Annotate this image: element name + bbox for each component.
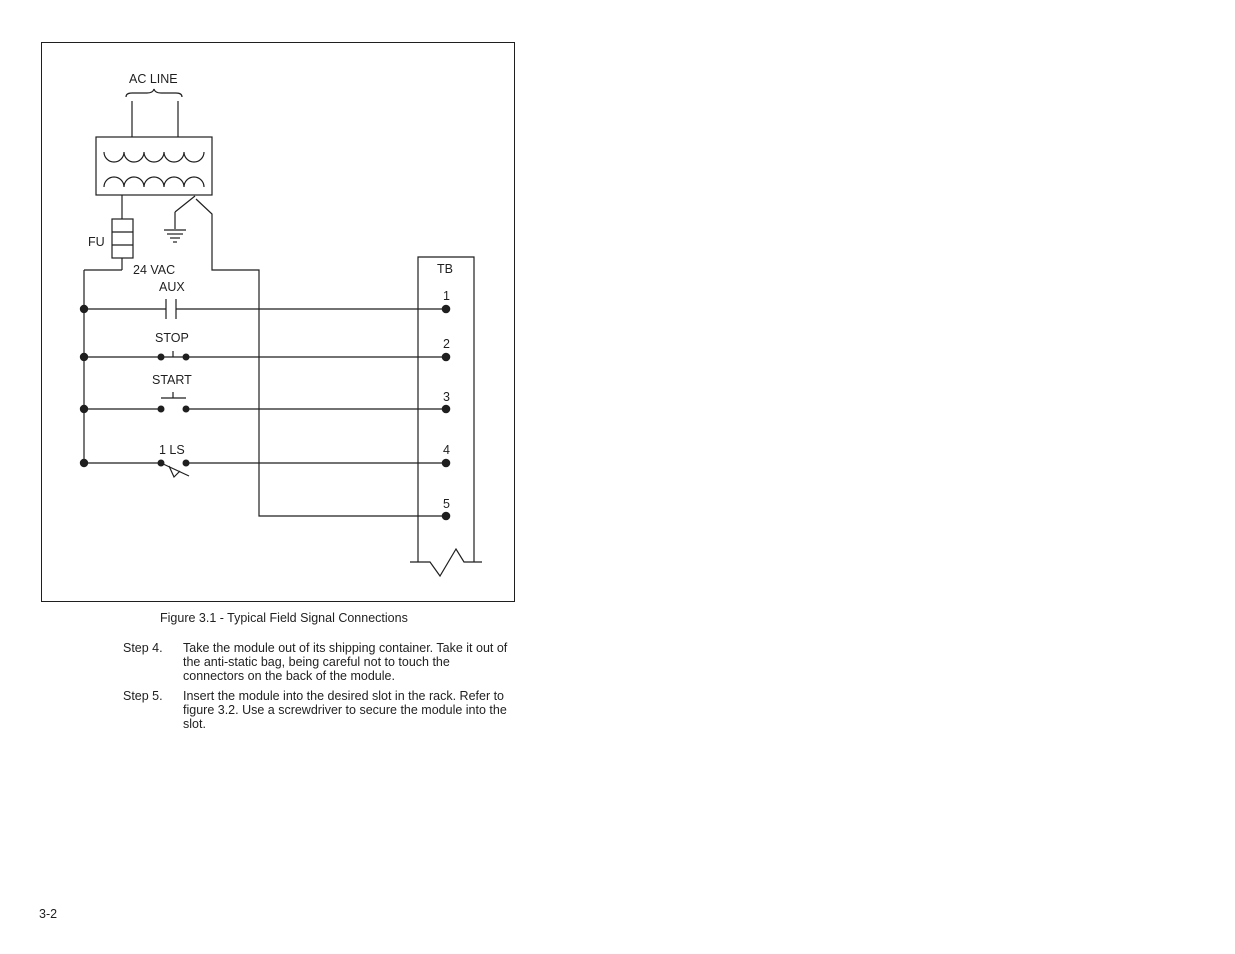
ac-line-label: AC LINE xyxy=(129,72,178,86)
step-4 xyxy=(123,641,513,683)
step-4-label: Step 4. xyxy=(123,641,163,655)
terminal-5-label: 5 xyxy=(443,497,450,511)
page-number: 3-2 xyxy=(39,907,58,921)
terminal-1-label: 1 xyxy=(443,289,450,303)
limit-switch-label: 1 LS xyxy=(159,443,185,457)
figure-frame xyxy=(41,42,515,602)
terminal-2-label: 2 xyxy=(443,337,450,351)
stop-label: STOP xyxy=(155,331,189,345)
step-5 xyxy=(123,689,513,731)
step-5-label: Step 5. xyxy=(123,689,163,703)
step-4-text: Take the module out of its shipping container. Take it out of the anti-static bag, being careful not to touch the connectors on the back of the module. xyxy=(183,641,508,683)
step-5-text: Insert the module into the desired slot in the rack. Refer to figure 3.2. Use a screwdriver to secure the module into the slot. xyxy=(183,689,507,731)
supply-voltage-label: 24 VAC xyxy=(133,263,176,277)
terminal-3-label: 3 xyxy=(443,390,450,404)
figure-caption: Figure 3.1 - Typical Field Signal Connections xyxy=(160,611,408,625)
terminal-block-label: TB xyxy=(437,262,453,276)
aux-label: AUX xyxy=(159,280,185,294)
terminal-4-label: 4 xyxy=(443,443,450,457)
start-label: START xyxy=(152,373,192,387)
fuse-label: FU xyxy=(88,235,105,249)
